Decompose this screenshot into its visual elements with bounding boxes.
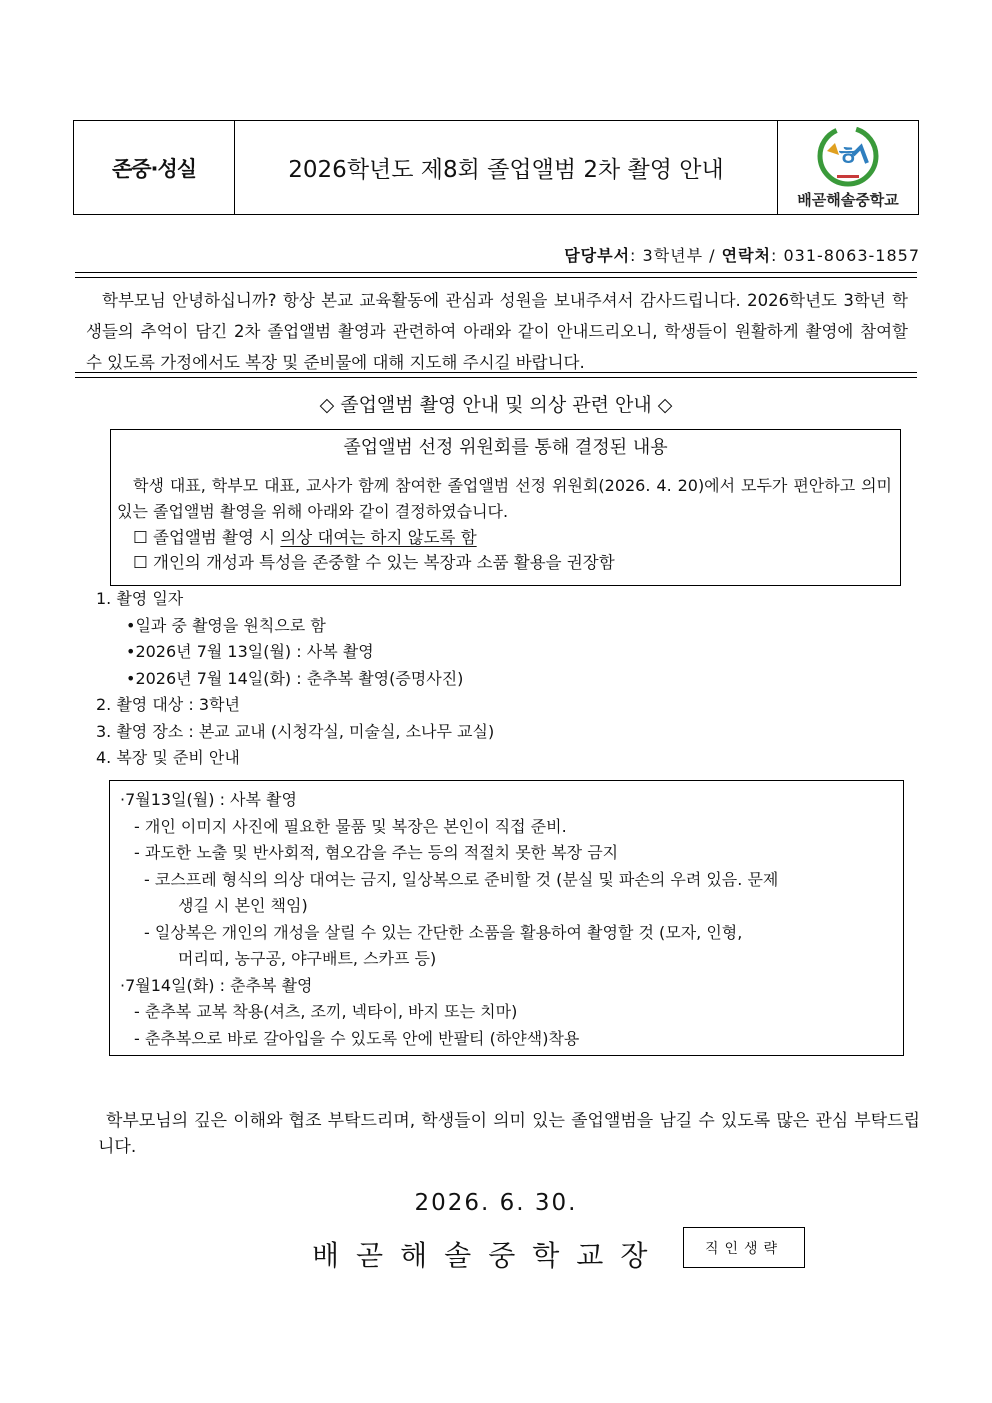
day1-item-4: - 일상복은 개인의 개성을 살릴 수 있는 간단한 소품을 활용하여 촬영할 것 (모자, 인형, (144, 922, 743, 942)
day1-item-1: - 개인 이미지 사진에 필요한 물품 및 복장은 본인이 직접 준비. (134, 816, 567, 836)
dept-label: 담당부서 (564, 246, 631, 265)
contact-line (564, 243, 920, 266)
list-item-1-sub-3: •2026년 7월 14일(화) : 춘추복 촬영(증명사진) (126, 668, 464, 688)
intro-divider (75, 372, 917, 378)
decision-check-2: ☐ 개인의 개성과 특성을 존중할 수 있는 복장과 소품 활용을 권장함 (133, 553, 615, 572)
day2-item-2: - 춘추복으로 바로 갈아입을 수 있도록 안에 반팔티 (하얀색)착용 (134, 1028, 580, 1048)
intro-paragraph: 학부모님 안녕하십니까? 항상 본교 교육활동에 관심과 성원을 보내주셔서 감사드립니다. 2026학년도 3학년 학생들의 추억이 담긴 2차 졸업앨범 촬영과 관련하여 아래와 같이 안내드리오니, 학생들이 원활하게 촬영에 참여할 수 있도록 가정에서도 복장 및 준비물에 대해 지도해 주시길 바랍니다. (86, 291, 908, 372)
list-item-1: 1. 촬영 일자 (96, 589, 184, 608)
phone-label: 연락처 (721, 246, 771, 265)
decision-box-title: 졸업앨범 선정 위원회를 통해 결정된 내용 (343, 437, 668, 458)
list-item-3: 3. 촬영 장소 : 본교 교내 (시청각실, 미술실, 소나무 교실) (96, 721, 495, 741)
check1-underlined: 의상 대여는 하지 않도록 함 (280, 528, 477, 547)
day1-heading: ·7월13일(월) : 사복 촬영 (120, 790, 297, 809)
closing-paragraph: 학부모님의 깊은 이해와 협조 부탁드리며, 학생들이 의미 있는 졸업앨범을 남길 수 있도록 많은 관심 부탁드립니다. (98, 1111, 920, 1157)
info-list (96, 586, 494, 772)
dept-value: : 3학년부 / (630, 246, 722, 265)
day2-item-1: - 춘추복 교복 착용(셔츠, 조끼, 넥타이, 바지 또는 치마) (134, 1002, 518, 1021)
school-motto: 존중·성실 (74, 121, 235, 214)
phone-value: : 031-8063-1857 (771, 246, 920, 265)
day1-item-2: - 과도한 노출 및 반사회적, 혐오감을 주는 등의 적절치 못한 복장 금지 (134, 843, 619, 862)
header-table (73, 120, 919, 215)
decision-check-1 (111, 525, 900, 550)
day1-item-4-cont: 머리띠, 농구공, 야구배트, 스카프 등) (178, 949, 437, 968)
decision-box-paragraph: 학생 대표, 학부모 대표, 교사가 함께 참여한 졸업앨범 선정 위원회(2026. 4. 20)에서 모두가 편안하고 의미 있는 졸업앨범 촬영을 위해 아래와 같이 결정하였습니다. (117, 476, 892, 521)
dress-guide-box (109, 780, 904, 1056)
school-emblem-icon (813, 125, 883, 187)
list-item-4: 4. 복장 및 준비 안내 (96, 748, 240, 767)
list-item-2: 2. 촬영 대상 : 3학년 (96, 695, 240, 714)
day1-item-3: - 코스프레 형식의 의상 대여는 금지, 일상복으로 준비할 것 (분실 및 파손의 우려 있음. 문제 (144, 869, 779, 889)
svg-text:ㅎ: ㅎ (835, 142, 861, 172)
decision-box (110, 429, 901, 586)
school-logo-name: 배곧해솔중학교 (797, 191, 899, 209)
principal-signature: 배곧해솔중학교장 (312, 1239, 665, 1272)
day1-item-3-cont: 생길 시 본인 책임) (178, 896, 308, 915)
school-logo (778, 121, 918, 214)
document-title: 2026학년도 제8회 졸업앨범 2차 촬영 안내 (235, 121, 778, 214)
day2-heading: ·7월14일(화) : 춘추복 촬영 (120, 975, 313, 995)
check1-prefix: ☐ 졸업앨범 촬영 시 (133, 528, 281, 547)
list-item-1-sub-1: •일과 중 촬영을 원칙으로 함 (126, 615, 326, 635)
top-divider (75, 272, 917, 278)
list-item-1-sub-2: •2026년 7월 13일(월) : 사복 촬영 (126, 642, 374, 661)
section-title: ◇ 졸업앨범 촬영 안내 및 의상 관련 안내 ◇ (319, 394, 673, 416)
seal-omitted-box: 직인생략 (683, 1227, 805, 1268)
document-date: 2026. 6. 30. (414, 1190, 578, 1216)
